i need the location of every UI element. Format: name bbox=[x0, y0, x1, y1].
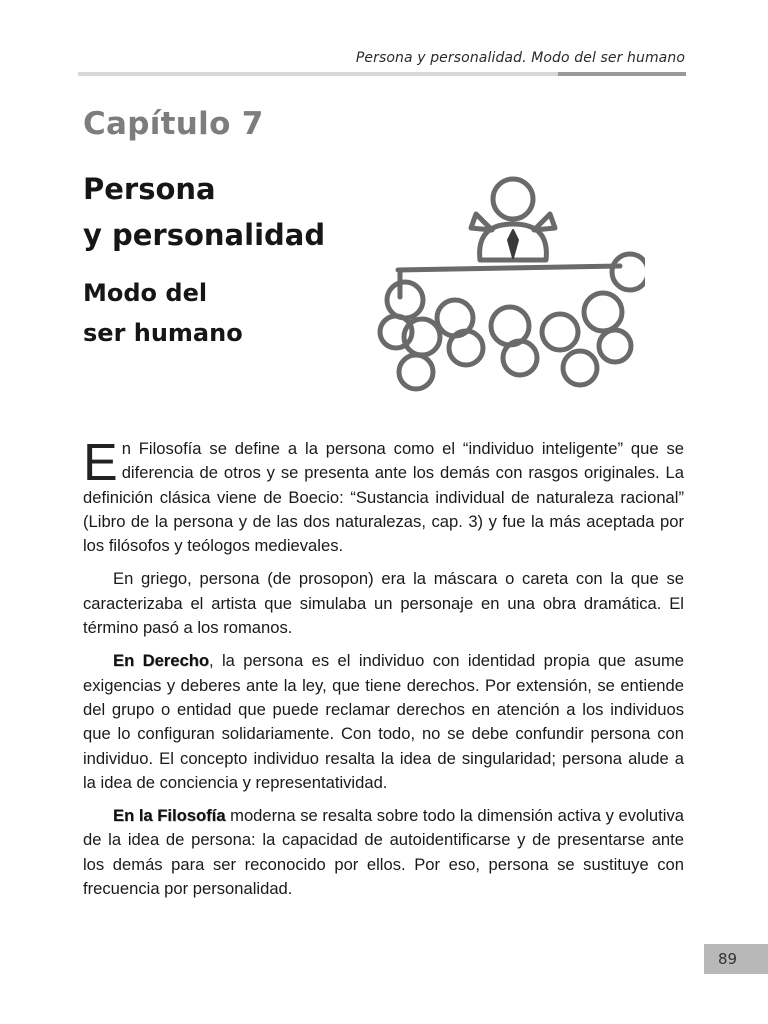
paragraph-3-text: , la persona es el individuo con identidad propia que asume exigencias y deberes ante la ley, que tiene derechos. Por extensión, se entiende del grupo o entidad que puede reclamar derechos en atención a los individuos que lo configuran solidariamente. Con todo, no se debe confundir persona con individuo. El concepto individuo resalta la idea de singularidad; persona alude a la idea de conciencia y representatividad. bbox=[83, 651, 685, 792]
drop-cap: E bbox=[83, 434, 118, 492]
running-head: Persona y personalidad. Modo del ser humano bbox=[355, 50, 685, 66]
lead-term-derecho: En Derecho bbox=[113, 651, 209, 671]
paragraph-4-text: moderna se resalta sobre todo la dimensión activa y evolutiva de la idea de persona: la capacidad de autoidentificarse y de presentarse ante los demás para ser reconocido por ellos. Por eso, persona se sustituye con frecuencia por personalidad. bbox=[83, 806, 684, 899]
paragraph-3 bbox=[83, 649, 684, 795]
chapter-subtitle bbox=[83, 273, 243, 353]
chapter-subtitle-line-2: ser humano bbox=[83, 319, 243, 347]
meeting-group-icon bbox=[370, 172, 645, 399]
body-text bbox=[83, 434, 685, 910]
paragraph-1 bbox=[83, 434, 684, 558]
lead-term-filosofia: En la Filosofía bbox=[113, 806, 226, 826]
paragraph-2-text: En griego, persona (de prosopon) era la máscara o careta con la que se caracterizaba el artista que simulaba un personaje en una obra dramática. El término pasó a los romanos. bbox=[83, 569, 684, 638]
chapter-title-line-1: Persona bbox=[83, 172, 216, 206]
header-rule-accent bbox=[558, 72, 686, 76]
chapter-title bbox=[83, 166, 325, 258]
paragraph-4 bbox=[83, 804, 684, 901]
chapter-label: Capítulo 7 bbox=[83, 106, 264, 142]
paragraph-1-text: n Filosofía se define a la persona como el “individuo inteligente” que se diferencia de otros y se presenta ante los demás con rasgos originales. La definición clásica viene de Boecio: “Sustancia individual de naturaleza racional” (Libro de la persona y de las dos naturalezas, cap. 3) y fue la más aceptada por los filósofos y teólogos medievales. bbox=[83, 439, 684, 556]
chapter-title-line-2: y personalidad bbox=[83, 218, 326, 252]
page-number: 89 bbox=[718, 950, 738, 968]
chapter-subtitle-line-1: Modo del bbox=[83, 279, 208, 307]
paragraph-2 bbox=[83, 567, 684, 640]
